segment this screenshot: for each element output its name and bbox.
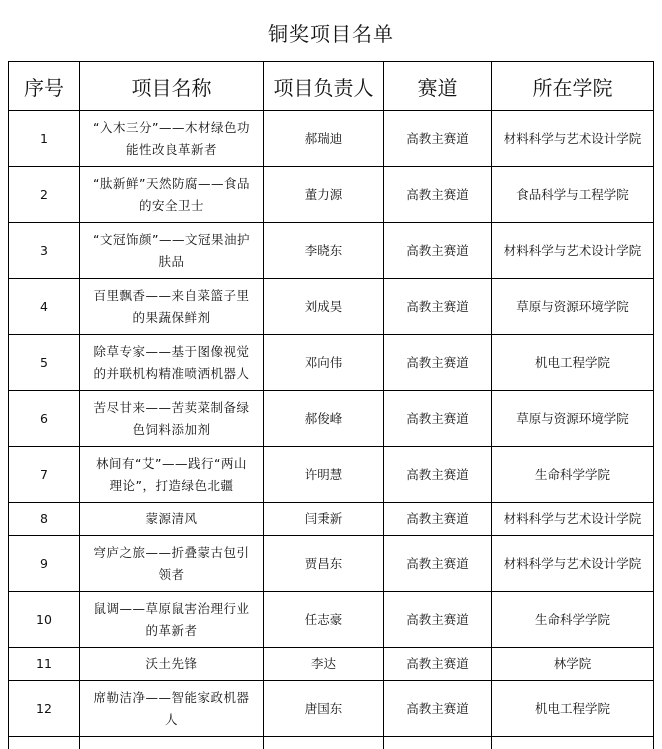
empty-cell [9,737,80,749]
track-cell: 高教主赛道 [384,223,492,279]
table-row [9,503,654,536]
project-name-cell: “入木三分”——木材绿色功能性改良革新者 [80,111,264,167]
track-cell: 高教主赛道 [384,335,492,391]
serial-number-cell: 10 [9,592,80,648]
serial-number-cell: 7 [9,447,80,503]
project-leader-cell: 邓向伟 [264,335,384,391]
bronze-award-table [8,61,654,749]
project-leader-cell: 唐国东 [264,681,384,737]
header-serial-number: 序号 [9,62,80,111]
project-leader-cell: 刘成昊 [264,279,384,335]
college-cell: 机电工程学院 [492,681,654,737]
project-name-cell: “肽新鲜”天然防腐——食品的安全卫士 [80,167,264,223]
track-cell: 高教主赛道 [384,167,492,223]
project-name-cell: 席勒洁净——智能家政机器人 [80,681,264,737]
empty-cell [492,737,654,749]
college-cell: 草原与资源环境学院 [492,279,654,335]
table-row [9,279,654,335]
table-row [9,681,654,737]
project-leader-cell: 闫秉新 [264,503,384,536]
track-cell: 高教主赛道 [384,503,492,536]
table-row [9,167,654,223]
project-name-cell: 穹庐之旅——折叠蒙古包引领者 [80,536,264,592]
project-name-cell: 除草专家——基于图像视觉的并联机构精准喷洒机器人 [80,335,264,391]
serial-number-cell: 12 [9,681,80,737]
table-row [9,335,654,391]
college-cell: 草原与资源环境学院 [492,391,654,447]
track-cell: 高教主赛道 [384,681,492,737]
table-row-cut-off [9,737,654,749]
serial-number-cell: 9 [9,536,80,592]
table-row [9,536,654,592]
project-leader-cell: 任志豪 [264,592,384,648]
college-cell: 材料科学与艺术设计学院 [492,223,654,279]
track-cell: 高教主赛道 [384,536,492,592]
track-cell: 高教主赛道 [384,648,492,681]
project-leader-cell: 李晓东 [264,223,384,279]
college-cell: 材料科学与艺术设计学院 [492,111,654,167]
project-leader-cell: 贾昌东 [264,536,384,592]
track-cell: 高教主赛道 [384,279,492,335]
project-name-cell: 百里飘香——来自菜篮子里的果蔬保鲜剂 [80,279,264,335]
serial-number-cell: 6 [9,391,80,447]
serial-number-cell: 1 [9,111,80,167]
project-leader-cell: 许明慧 [264,447,384,503]
table-row [9,447,654,503]
header-college: 所在学院 [492,62,654,111]
college-cell: 材料科学与艺术设计学院 [492,536,654,592]
project-name-cell: 蒙源清风 [80,503,264,536]
empty-cell [264,737,384,749]
college-cell: 食品科学与工程学院 [492,167,654,223]
table-row [9,223,654,279]
serial-number-cell: 8 [9,503,80,536]
project-name-cell: “文冠饰颜”——文冠果油护肤品 [80,223,264,279]
serial-number-cell: 5 [9,335,80,391]
college-cell: 生命科学学院 [492,447,654,503]
college-cell: 林学院 [492,648,654,681]
serial-number-cell: 2 [9,167,80,223]
empty-cell [80,737,264,749]
table-row [9,592,654,648]
track-cell: 高教主赛道 [384,447,492,503]
project-name-cell: 鼠调——草原鼠害治理行业的革新者 [80,592,264,648]
table-row [9,648,654,681]
page-title: 铜奖项目名单 [0,18,662,47]
project-leader-cell: 郝俊峰 [264,391,384,447]
project-leader-cell: 郝瑞迪 [264,111,384,167]
serial-number-cell: 4 [9,279,80,335]
track-cell: 高教主赛道 [384,111,492,167]
project-name-cell: 林间有“艾”——践行“两山理论”，打造绿色北疆 [80,447,264,503]
table-header-row [9,62,654,111]
college-cell: 机电工程学院 [492,335,654,391]
project-leader-cell: 李达 [264,648,384,681]
header-track: 赛道 [384,62,492,111]
project-name-cell: 苦尽甘来——苦荬菜制备绿色饲料添加剂 [80,391,264,447]
header-project-name: 项目名称 [80,62,264,111]
college-cell: 生命科学学院 [492,592,654,648]
track-cell: 高教主赛道 [384,592,492,648]
serial-number-cell: 3 [9,223,80,279]
table-row [9,391,654,447]
project-leader-cell: 董力源 [264,167,384,223]
header-project-leader: 项目负责人 [264,62,384,111]
track-cell: 高教主赛道 [384,391,492,447]
serial-number-cell: 11 [9,648,80,681]
college-cell: 材料科学与艺术设计学院 [492,503,654,536]
empty-cell [384,737,492,749]
project-name-cell: 沃土先锋 [80,648,264,681]
table-row [9,111,654,167]
